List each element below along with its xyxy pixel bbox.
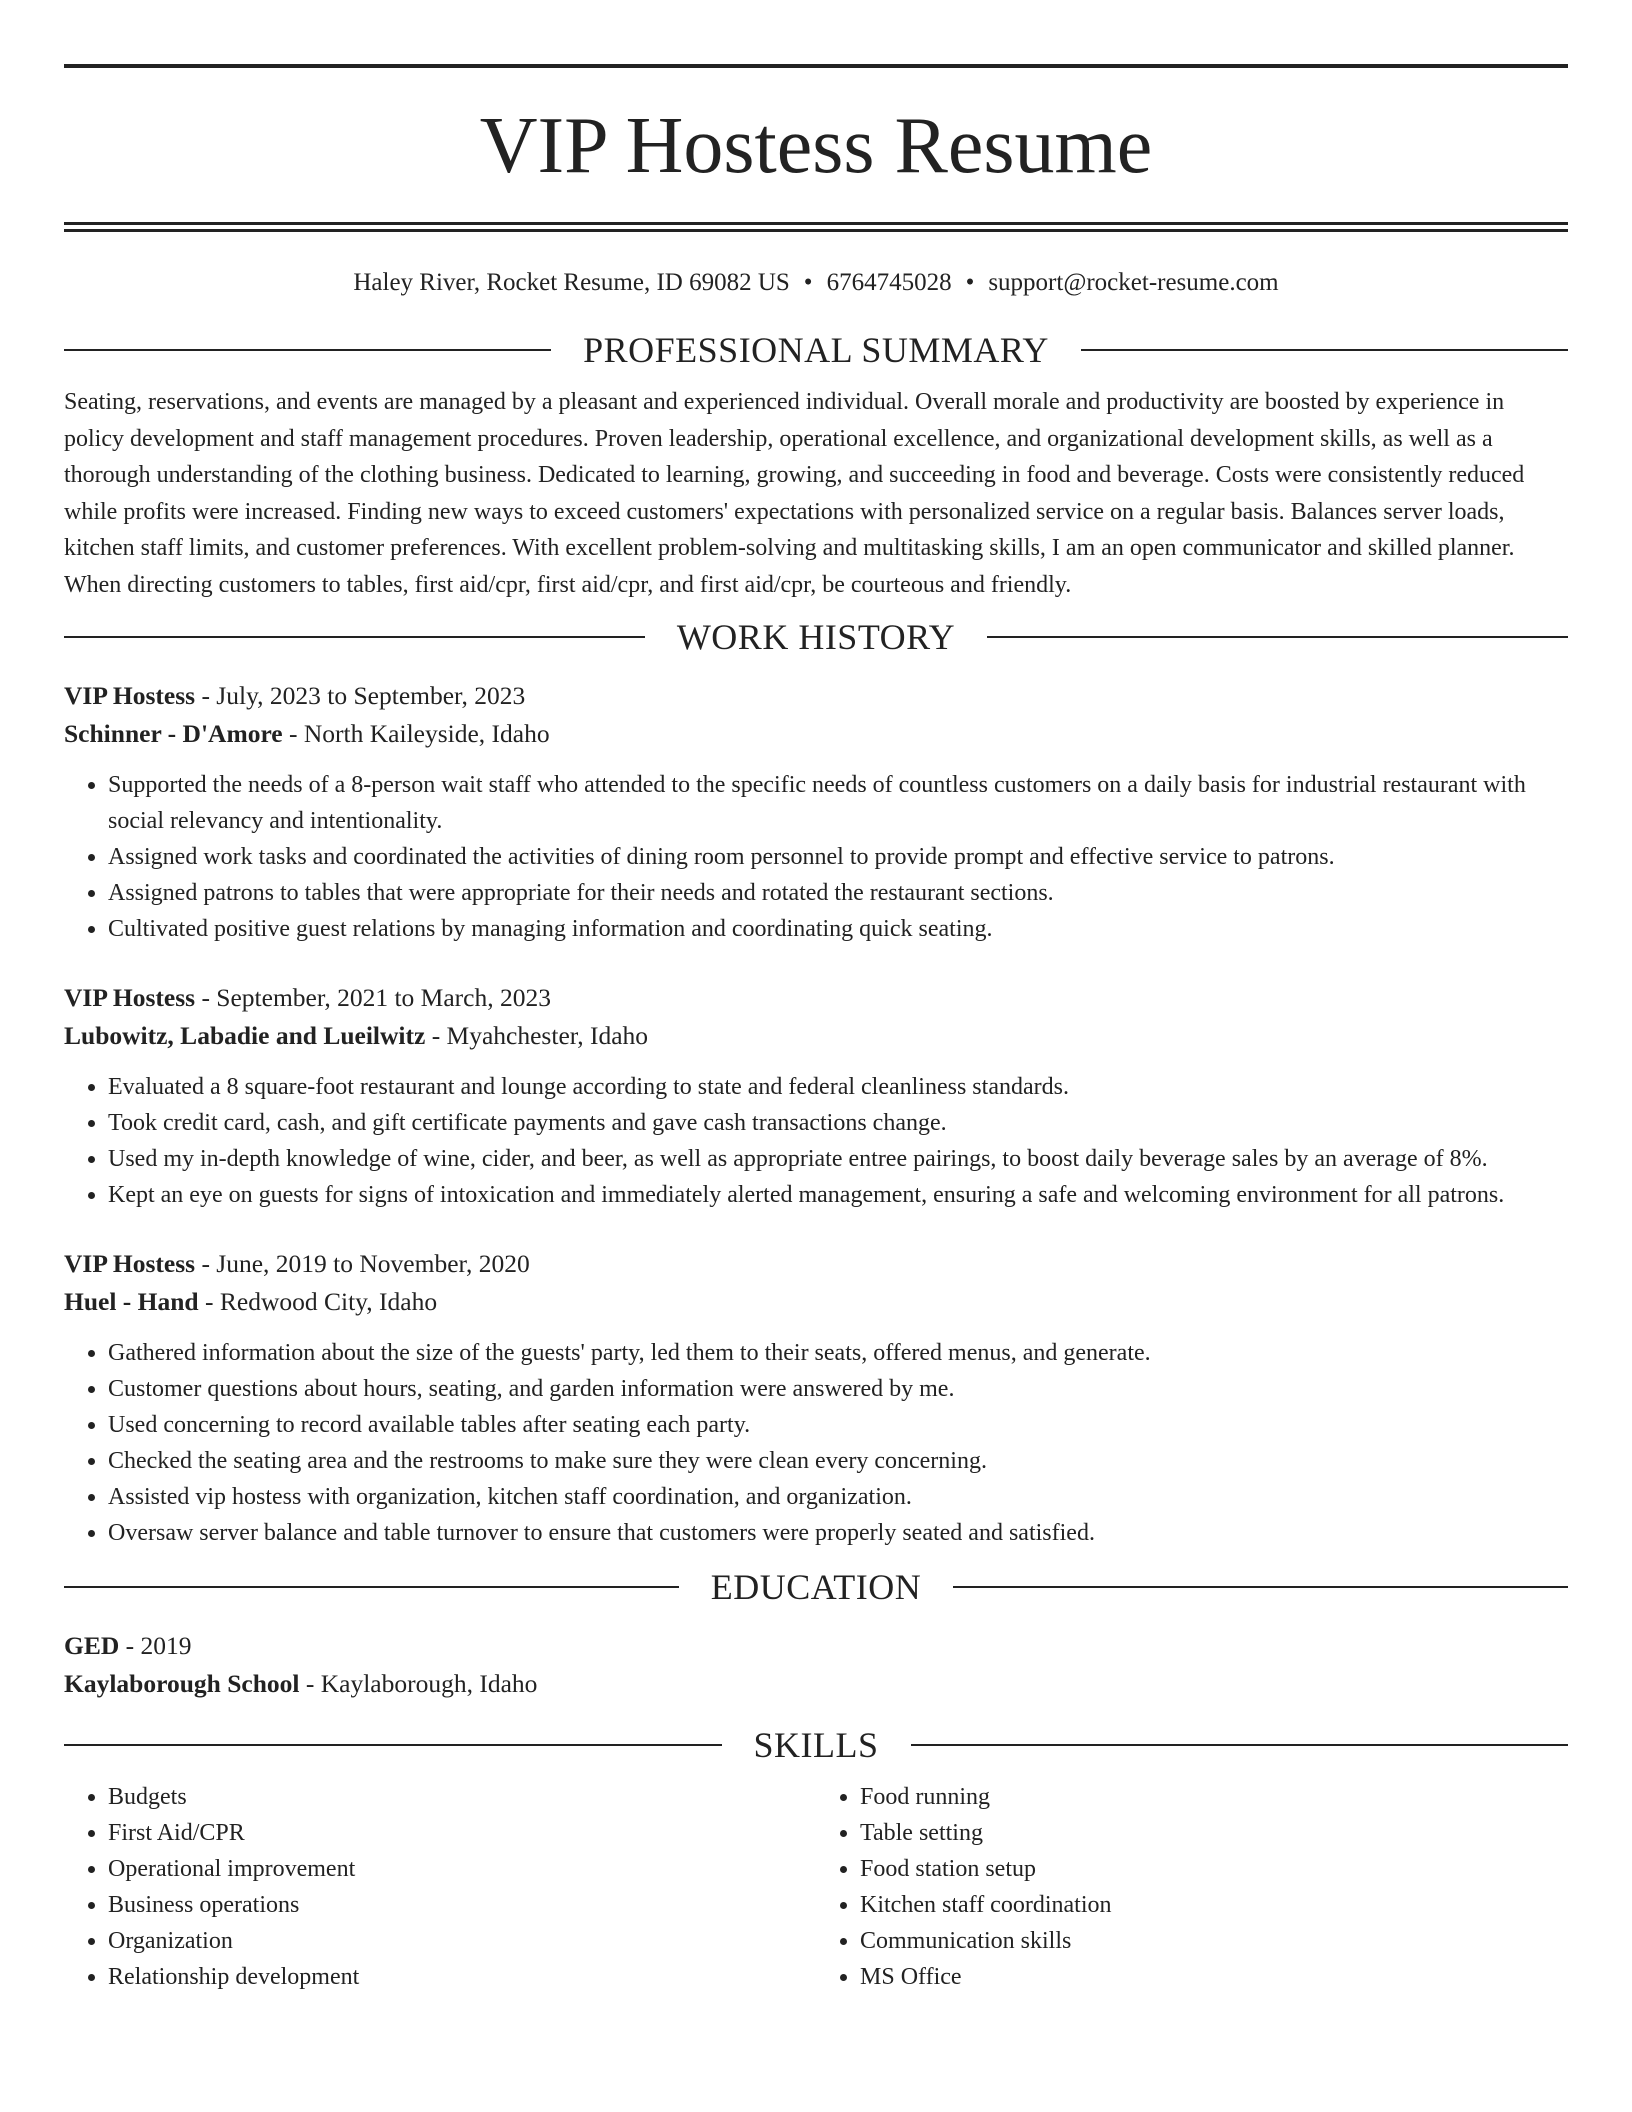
job-title-line [64, 979, 1568, 1017]
job-dates: - September, 2021 to March, 2023 [195, 983, 551, 1012]
heading-line [987, 636, 1568, 638]
summary-text: Seating, reservations, and events are managed by a pleasant and experienced individual. Overall morale and productivity are boosted by experience in policy development and staff management procedures. Proven leadership, operational excellence, and organizational development skills, as well as a thorough understanding of the clothing business. Dedicated to learning, growing, and succeeding in food and beverage. Costs were consistently reduced while profits were increased. Finding new ways to exceed customers' expectations with personalized service on a regular basis. Balances server loads, kitchen staff limits, and customer preferences. With excellent problem-solving and multitasking skills, I am an open communicator and skilled planner. When directing customers to tables, first aid/cpr, first aid/cpr, and first aid/cpr, be courteous and friendly. [64, 389, 1525, 598]
heading-line [953, 1586, 1568, 1588]
job-title: VIP Hostess [64, 983, 196, 1012]
job-company: Lubowitz, Labadie and Lueilwitz [64, 1021, 426, 1050]
section-title: SKILLS [753, 1725, 879, 1765]
heading-line [64, 349, 551, 351]
job-company-line [64, 1017, 1568, 1055]
job-location: - North Kaileyside, Idaho [282, 719, 550, 748]
skill-item: • First Aid/CPR [108, 1815, 816, 1851]
education-school: Kaylaborough School [64, 1669, 300, 1698]
job-dates: - July, 2023 to September, 2023 [195, 681, 526, 710]
contact-separator: • [965, 269, 975, 296]
job-company: Huel - Hand [64, 1287, 199, 1316]
heading-line [64, 1744, 722, 1746]
list-item: • Checked the seating area and the restrooms to make sure they were clean every concerning. [108, 1443, 1568, 1479]
contact-phone: 6764745028 [826, 269, 952, 296]
education-year: - 2019 [119, 1631, 192, 1660]
education-school-line [64, 1665, 1568, 1703]
job-company-line [64, 715, 1568, 753]
skill-item: • Business operations [108, 1887, 816, 1923]
list-item: • Oversaw server balance and table turnover to ensure that customers were properly seated and satisfied. [108, 1515, 1568, 1551]
section-heading-work [64, 615, 1568, 659]
section-title: PROFESSIONAL SUMMARY [583, 330, 1049, 370]
title-double-rule [64, 222, 1568, 232]
list-item: • Customer questions about hours, seating, and garden information were answered by me. [108, 1371, 1568, 1407]
skills-list-right [816, 1779, 1568, 1995]
skill-item: • MS Office [860, 1959, 1568, 1995]
heading-line [911, 1744, 1569, 1746]
skills-columns [64, 1779, 1568, 1995]
section-heading-skills [64, 1723, 1568, 1767]
section-heading-education [64, 1565, 1568, 1609]
job-bullets [64, 1069, 1568, 1213]
job-title-line [64, 1245, 1568, 1283]
job-company-line [64, 1283, 1568, 1321]
job-entry [64, 1245, 1568, 1551]
heading-line [64, 636, 645, 638]
skill-item: • Communication skills [860, 1923, 1568, 1959]
job-title: VIP Hostess [64, 681, 196, 710]
list-item: • Assigned patrons to tables that were appropriate for their needs and rotated the restaurant sections. [108, 875, 1568, 911]
resume-title: VIP Hostess Resume [479, 102, 1153, 190]
job-company: Schinner - D'Amore [64, 719, 283, 748]
job-location: - Redwood City, Idaho [198, 1287, 438, 1316]
list-item: • Evaluated a 8 square-foot restaurant and lounge according to state and federal cleanliness standards. [108, 1069, 1568, 1105]
education-location: - Kaylaborough, Idaho [299, 1669, 538, 1698]
job-entry [64, 677, 1568, 947]
skill-item: • Food running [860, 1779, 1568, 1815]
list-item: • Used my in-depth knowledge of wine, cider, and beer, as well as appropriate entree pairings, to boost daily beverage sales by an average of 8%. [108, 1141, 1568, 1177]
skill-item: • Food station setup [860, 1851, 1568, 1887]
skill-item: • Relationship development [108, 1959, 816, 1995]
contact-separator: • [803, 269, 813, 296]
job-title-line [64, 677, 1568, 715]
list-item: • Supported the needs of a 8-person wait staff who attended to the specific needs of countless customers on a daily basis for industrial restaurant with social relevancy and intentionality. [108, 767, 1568, 839]
education-degree-line [64, 1627, 1568, 1665]
skill-item: • Organization [108, 1923, 816, 1959]
list-item: • Kept an eye on guests for signs of intoxication and immediately alerted management, ensuring a safe and welcoming environment for all patrons. [108, 1177, 1568, 1213]
skill-item: • Operational improvement [108, 1851, 816, 1887]
skills-list-left [64, 1779, 816, 1995]
contact-address: Haley River, Rocket Resume, ID 69082 US [353, 269, 790, 296]
skill-item: • Kitchen staff coordination [860, 1887, 1568, 1923]
list-item: • Cultivated positive guest relations by managing information and coordinating quick seating. [108, 911, 1568, 947]
job-dates: - June, 2019 to November, 2020 [195, 1249, 530, 1278]
list-item: • Gathered information about the size of the guests' party, led them to their seats, offered menus, and generate. [108, 1335, 1568, 1371]
job-entry [64, 979, 1568, 1213]
list-item: • Assigned work tasks and coordinated the activities of dining room personnel to provide prompt and effective service to patrons. [108, 839, 1568, 875]
section-title: WORK HISTORY [676, 617, 956, 657]
list-item: • Assisted vip hostess with organization, kitchen staff coordination, and organization. [108, 1479, 1568, 1515]
skill-item: • Table setting [860, 1815, 1568, 1851]
skill-item: • Budgets [108, 1779, 816, 1815]
heading-line [1081, 349, 1568, 351]
section-heading-summary [64, 328, 1568, 372]
contact-email: support@rocket-resume.com [988, 269, 1279, 296]
top-rule [64, 64, 1568, 68]
list-item: • Took credit card, cash, and gift certificate payments and gave cash transactions change. [108, 1105, 1568, 1141]
heading-line [64, 1586, 679, 1588]
education-degree: GED [64, 1631, 120, 1660]
education-entry [64, 1627, 1568, 1703]
section-title: EDUCATION [710, 1567, 922, 1607]
job-bullets [64, 767, 1568, 947]
list-item: • Used concerning to record available tables after seating each party. [108, 1407, 1568, 1443]
job-title: VIP Hostess [64, 1249, 196, 1278]
job-location: - Myahchester, Idaho [425, 1021, 649, 1050]
contact-line [64, 266, 1568, 300]
job-bullets [64, 1335, 1568, 1551]
